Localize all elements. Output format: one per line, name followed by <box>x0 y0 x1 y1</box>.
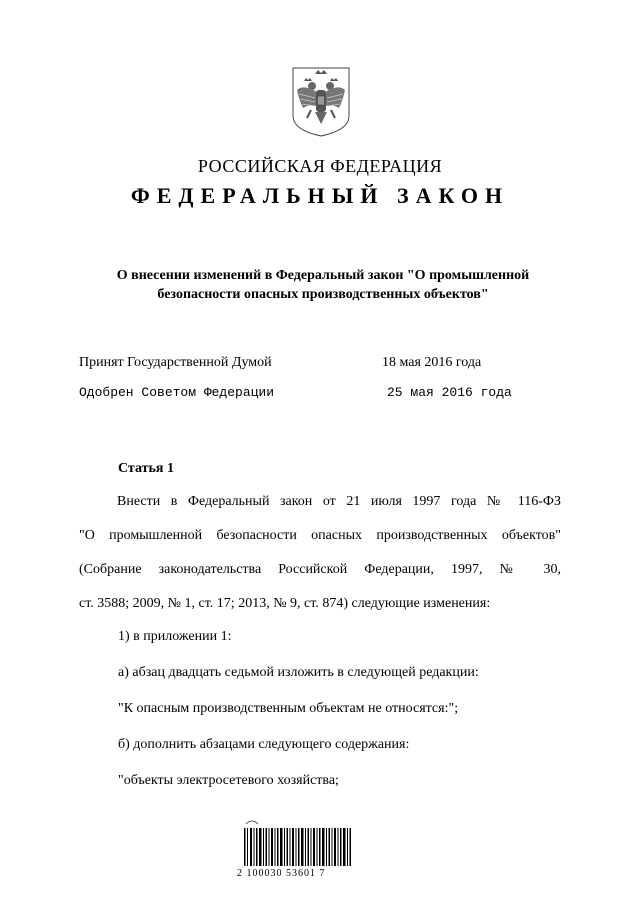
law-title-line: О внесении изменений в Федеральный закон "О промышленной <box>116 268 530 283</box>
law-title-line: безопасности опасных производственных объектов" <box>157 287 489 302</box>
document-type-heading: ФЕДЕРАЛЬНЫЙ ЗАКОН <box>130 183 510 208</box>
paragraph-line: ст. 3588; 2009, № 1, ст. 17; 2013, № 9, ст. 874) следующие изменения: <box>79 596 491 611</box>
country-heading: РОССИЙСКАЯ ФЕДЕРАЦИЯ <box>197 156 443 176</box>
paragraph-line: Внести в Федеральный закон от 21 июля 1997 года № 116-ФЗ <box>117 494 561 509</box>
paragraph-line: (Собрание законодательства Российской Федерации, 1997, № 30, <box>79 562 561 577</box>
duma-adoption-label: Принят Государственной Думой <box>79 355 272 370</box>
list-item: 1) в приложении 1: <box>118 629 232 644</box>
duma-adoption-date: 18 мая 2016 года <box>382 355 482 370</box>
council-approval-date: 25 мая 2016 года <box>387 385 512 400</box>
list-item: а) абзац двадцать седьмой изложить в следующей редакции: <box>118 665 479 680</box>
article-paragraph <box>79 485 561 621</box>
council-approval-label: Одобрен Советом Федерации <box>79 385 275 400</box>
article-heading: Статья 1 <box>118 461 174 476</box>
paragraph-line: "О промышленной безопасности опасных производственных объектов" <box>79 528 561 543</box>
list-item: "объекты электросетевого хозяйства; <box>118 773 339 788</box>
law-title <box>98 266 548 304</box>
double-headed-eagle-emblem-icon <box>289 64 353 138</box>
list-item: б) дополнить абзацами следующего содержания: <box>118 737 410 752</box>
barcode-number: 2 100030 53601 7 <box>237 868 326 879</box>
list-item: "К опасным производственным объектам не относятся:"; <box>118 701 459 716</box>
